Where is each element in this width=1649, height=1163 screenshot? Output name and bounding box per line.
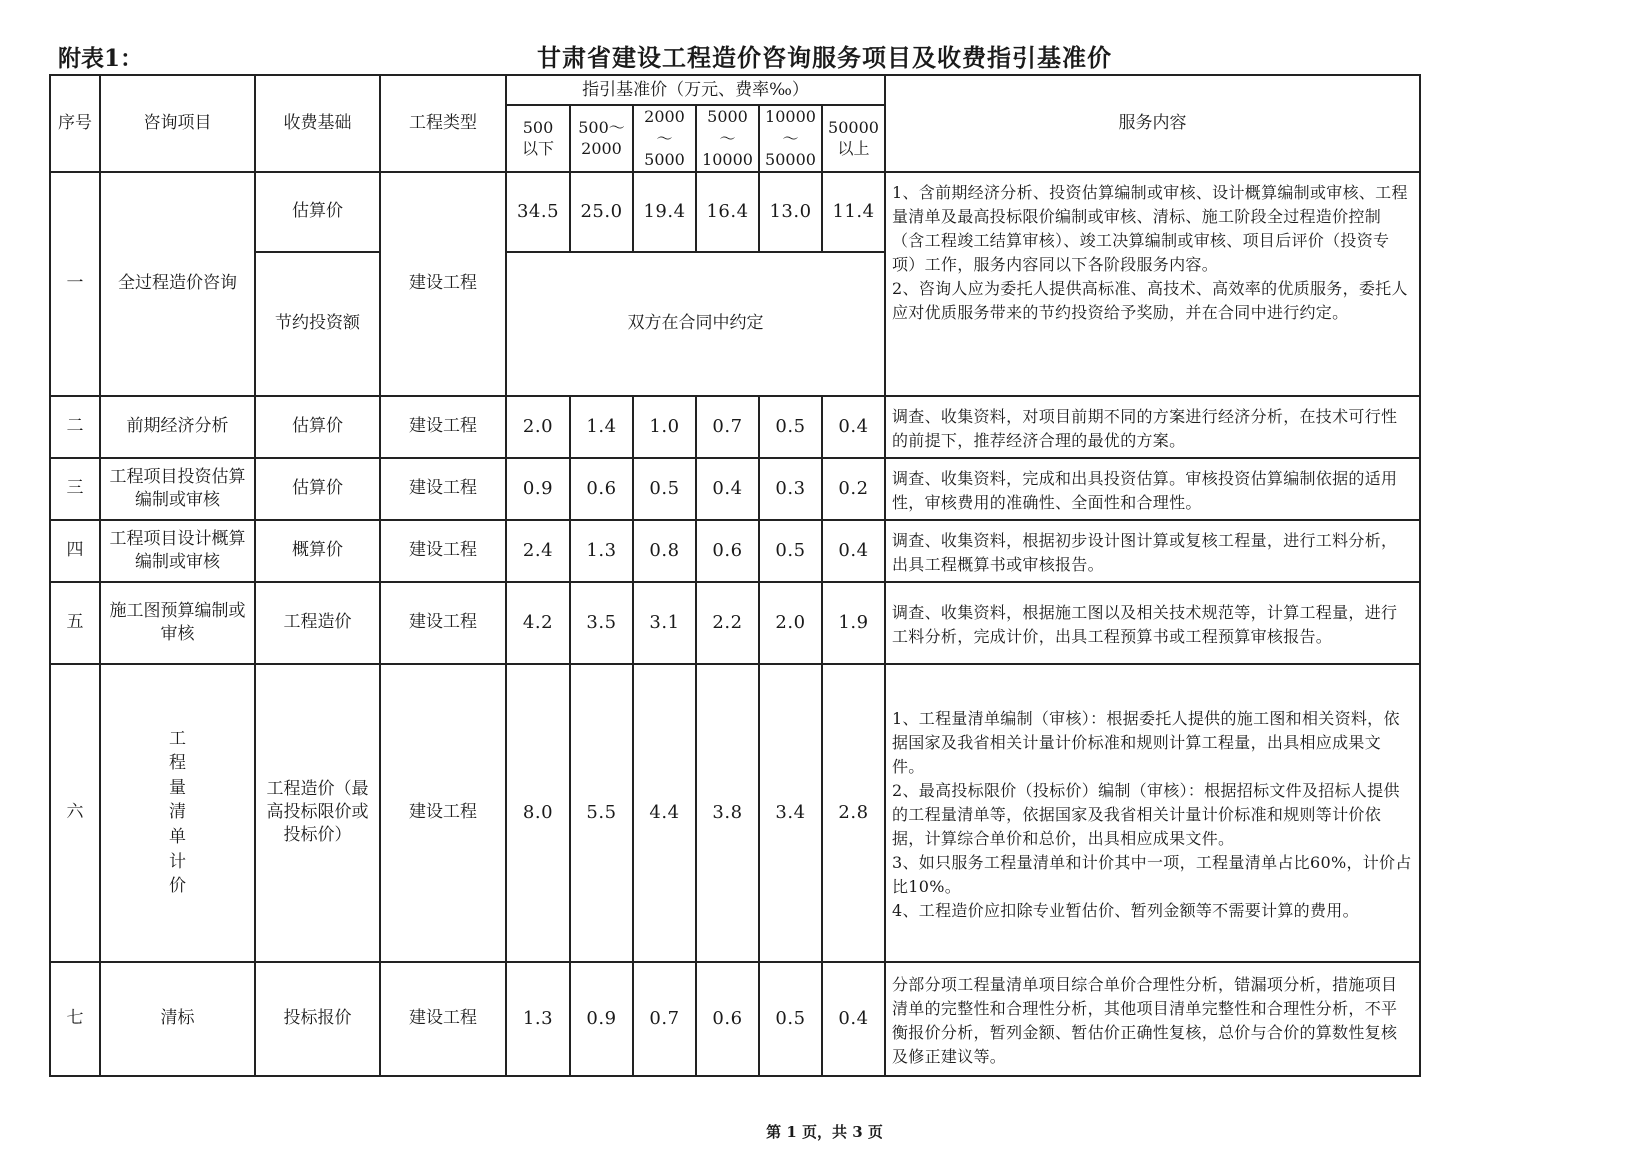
row-1-value-5: 13.0 bbox=[759, 172, 822, 252]
row-6-basis: 工程造价（最高投标限价或投标价） bbox=[255, 664, 380, 962]
row-4-value-2: 1.3 bbox=[570, 520, 633, 582]
band-3 bbox=[633, 105, 696, 172]
row-4-value-6: 0.4 bbox=[822, 520, 885, 582]
row-3-value-3: 0.5 bbox=[633, 458, 696, 520]
table-row bbox=[50, 664, 1420, 962]
row-6-service-line-4: 4、工程造价应扣除专业暂估价、暂列金额等不需要计算的费用。 bbox=[892, 900, 1359, 920]
row-4-item: 工程项目设计概算编制或审核 bbox=[100, 520, 255, 582]
row-7-type: 建设工程 bbox=[380, 962, 506, 1076]
row-5-value-2: 3.5 bbox=[570, 582, 633, 664]
row-6-value-6: 2.8 bbox=[822, 664, 885, 962]
header-basis: 收费基础 bbox=[255, 75, 380, 172]
band-1-top: 500 bbox=[522, 117, 554, 137]
row-4-value-5: 0.5 bbox=[759, 520, 822, 582]
row-3-basis: 估算价 bbox=[255, 458, 380, 520]
row-6-item-char: 计 bbox=[169, 851, 186, 872]
row-3-type: 建设工程 bbox=[380, 458, 506, 520]
row-6-item bbox=[100, 664, 255, 962]
row-1-value-4: 16.4 bbox=[696, 172, 759, 252]
row-3-value-1: 0.9 bbox=[506, 458, 570, 520]
band-4-bottom: 10000 bbox=[702, 150, 753, 170]
row-7-value-1: 1.3 bbox=[506, 962, 570, 1076]
table-row bbox=[50, 458, 1420, 520]
row-5-value-3: 3.1 bbox=[633, 582, 696, 664]
row-7-value-4: 0.6 bbox=[696, 962, 759, 1076]
row-1-service-line-2: 2、咨询人应为委托人提供高标准、高技术、高效率的优质服务，委托人应对优质服务带来的节约投资给予奖励，并在合同中进行约定。 bbox=[892, 278, 1408, 322]
row-4-type: 建设工程 bbox=[380, 520, 506, 582]
row-5-value-6: 1.9 bbox=[822, 582, 885, 664]
document-title: 甘肃省建设工程造价咨询服务项目及收费指引基准价 bbox=[537, 43, 1112, 72]
row-2-basis: 估算价 bbox=[255, 396, 380, 458]
row-2-value-5: 0.5 bbox=[759, 396, 822, 458]
row-2-service: 调查、收集资料，对项目前期不同的方案进行经济分析，在技术可行性的前提下，推荐经济合理的最优的方案。 bbox=[885, 396, 1420, 458]
table-row bbox=[50, 962, 1420, 1076]
row-7-item: 清标 bbox=[100, 962, 255, 1076]
row-4-value-3: 0.8 bbox=[633, 520, 696, 582]
row-6-item-char: 量 bbox=[169, 777, 186, 798]
row-2-value-2: 1.4 bbox=[570, 396, 633, 458]
row-7-value-5: 0.5 bbox=[759, 962, 822, 1076]
row-1-service-line-1: 1、含前期经济分析、投资估算编制或审核、设计概算编制或审核、工程量清单及最高投标限价编制或审核、清标、施工阶段全过程造价控制（含工程竣工结算审核）、竣工决算编制或审核、项目后评价（投资专项）工作，服务内容同以下各阶段服务内容。 bbox=[892, 182, 1408, 274]
row-1-item: 全过程造价咨询 bbox=[100, 172, 255, 396]
row-6-item-char: 程 bbox=[169, 753, 186, 774]
row-5-basis: 工程造价 bbox=[255, 582, 380, 664]
row-6-value-1: 8.0 bbox=[506, 664, 570, 962]
band-3-top: 2000～ bbox=[644, 107, 685, 148]
row-6-value-4: 3.8 bbox=[696, 664, 759, 962]
row-6-service-line-3: 3、如只服务工程量清单和计价其中一项，工程量清单占比60%，计价占比10%。 bbox=[892, 852, 1412, 896]
band-1 bbox=[506, 105, 570, 172]
row-6-value-3: 4.4 bbox=[633, 664, 696, 962]
band-1-bottom: 以下 bbox=[521, 139, 554, 159]
row-3-seq: 三 bbox=[50, 458, 100, 520]
page-footer: 第 1 页，共 3 页 bbox=[766, 1123, 883, 1141]
table-row bbox=[50, 582, 1420, 664]
row-5-service: 调查、收集资料，根据施工图以及相关技术规范等，计算工程量，进行工料分析，完成计价，出具工程预算书或工程预算审核报告。 bbox=[885, 582, 1420, 664]
band-5-bottom: 50000 bbox=[765, 150, 816, 170]
row-4-seq: 四 bbox=[50, 520, 100, 582]
row-5-seq: 五 bbox=[50, 582, 100, 664]
row-2-item: 前期经济分析 bbox=[100, 396, 255, 458]
band-4 bbox=[696, 105, 759, 172]
band-6-bottom: 以上 bbox=[837, 139, 870, 159]
row-4-basis: 概算价 bbox=[255, 520, 380, 582]
row-6-item-char: 清 bbox=[169, 802, 186, 823]
row-3-value-5: 0.3 bbox=[759, 458, 822, 520]
row-4-service: 调查、收集资料，根据初步设计图计算或复核工程量，进行工料分析，出具工程概算书或审核报告。 bbox=[885, 520, 1420, 582]
row-6-service-line-2: 2、最高投标限价（投标价）编制（审核）：根据招标文件及招标人提供的工程量清单等，依据国家及我省相关计量计价标准和规则等计价依据，计算综合单价和总价，出具相应成果文件。 bbox=[892, 780, 1400, 848]
table-row bbox=[50, 520, 1420, 582]
row-6-service-line-1: 1、工程量清单编制（审核）：根据委托人提供的施工图和相关资料，依据国家及我省相关计量计价标准和规则计算工程量，出具相应成果文件。 bbox=[892, 708, 1400, 776]
band-6 bbox=[822, 105, 885, 172]
band-5 bbox=[759, 105, 822, 172]
row-5-value-4: 2.2 bbox=[696, 582, 759, 664]
row-1-value-6: 11.4 bbox=[822, 172, 885, 252]
row-6-seq: 六 bbox=[50, 664, 100, 962]
row-6-service bbox=[885, 664, 1420, 962]
row-5-value-5: 2.0 bbox=[759, 582, 822, 664]
header-row bbox=[50, 75, 1420, 105]
band-4-top: 5000～ bbox=[707, 107, 748, 148]
row-1-agreement: 双方在合同中约定 bbox=[506, 252, 885, 396]
row-2-type: 建设工程 bbox=[380, 396, 506, 458]
row-1-value-1: 34.5 bbox=[506, 172, 570, 252]
header-service: 服务内容 bbox=[885, 75, 1420, 172]
header-price-group: 指引基准价（万元、费率‰） bbox=[506, 75, 885, 105]
row-1-service bbox=[885, 172, 1420, 396]
row-4-value-4: 0.6 bbox=[696, 520, 759, 582]
row-7-value-6: 0.4 bbox=[822, 962, 885, 1076]
row-3-value-2: 0.6 bbox=[570, 458, 633, 520]
row-5-item: 施工图预算编制或审核 bbox=[100, 582, 255, 664]
row-7-seq: 七 bbox=[50, 962, 100, 1076]
row-6-type: 建设工程 bbox=[380, 664, 506, 962]
row-6-item-char: 价 bbox=[169, 876, 186, 897]
row-1-type: 建设工程 bbox=[380, 172, 506, 396]
row-3-service: 调查、收集资料，完成和出具投资估算。审核投资估算编制依据的适用性，审核费用的准确性、全面性和合理性。 bbox=[885, 458, 1420, 520]
row-3-value-4: 0.4 bbox=[696, 458, 759, 520]
fee-table bbox=[49, 74, 1421, 1077]
row-2-value-1: 2.0 bbox=[506, 396, 570, 458]
band-3-bottom: 5000 bbox=[644, 150, 685, 170]
row-6-item-char: 单 bbox=[169, 827, 186, 848]
row-7-service: 分部分项工程量清单项目综合单价合理性分析，错漏项分析，措施项目清单的完整性和合理性分析，其他项目清单完整性和合理性分析，不平衡报价分析，暂列金额、暂估价正确性复核，总价与合价的算数性复核及修正建议等。 bbox=[885, 962, 1420, 1076]
row-1-basis-a: 估算价 bbox=[255, 172, 380, 252]
band-6-top: 50000 bbox=[828, 117, 879, 137]
row-6-item-vertical-text bbox=[104, 727, 251, 899]
band-2-top: 500～ bbox=[578, 117, 625, 137]
row-1-seq: 一 bbox=[50, 172, 100, 396]
band-5-top: 10000～ bbox=[765, 107, 816, 148]
table-row bbox=[50, 172, 1420, 252]
row-7-value-2: 0.9 bbox=[570, 962, 633, 1076]
band-2 bbox=[570, 105, 633, 172]
row-2-seq: 二 bbox=[50, 396, 100, 458]
row-5-type: 建设工程 bbox=[380, 582, 506, 664]
row-3-item: 工程项目投资估算编制或审核 bbox=[100, 458, 255, 520]
row-1-value-2: 25.0 bbox=[570, 172, 633, 252]
row-2-value-4: 0.7 bbox=[696, 396, 759, 458]
row-3-value-6: 0.2 bbox=[822, 458, 885, 520]
row-6-item-char: 工 bbox=[169, 728, 186, 749]
appendix-label: 附表1： bbox=[58, 45, 144, 72]
row-4-value-1: 2.4 bbox=[506, 520, 570, 582]
row-1-value-3: 19.4 bbox=[633, 172, 696, 252]
header-seq: 序号 bbox=[50, 75, 100, 172]
row-1-basis-b: 节约投资额 bbox=[255, 252, 380, 396]
table-row bbox=[50, 396, 1420, 458]
row-6-value-2: 5.5 bbox=[570, 664, 633, 962]
row-5-value-1: 4.2 bbox=[506, 582, 570, 664]
header-item: 咨询项目 bbox=[100, 75, 255, 172]
row-6-value-5: 3.4 bbox=[759, 664, 822, 962]
row-2-value-3: 1.0 bbox=[633, 396, 696, 458]
header-type: 工程类型 bbox=[380, 75, 506, 172]
row-7-value-3: 0.7 bbox=[633, 962, 696, 1076]
row-7-basis: 投标报价 bbox=[255, 962, 380, 1076]
row-2-value-6: 0.4 bbox=[822, 396, 885, 458]
band-2-bottom: 2000 bbox=[581, 139, 622, 159]
